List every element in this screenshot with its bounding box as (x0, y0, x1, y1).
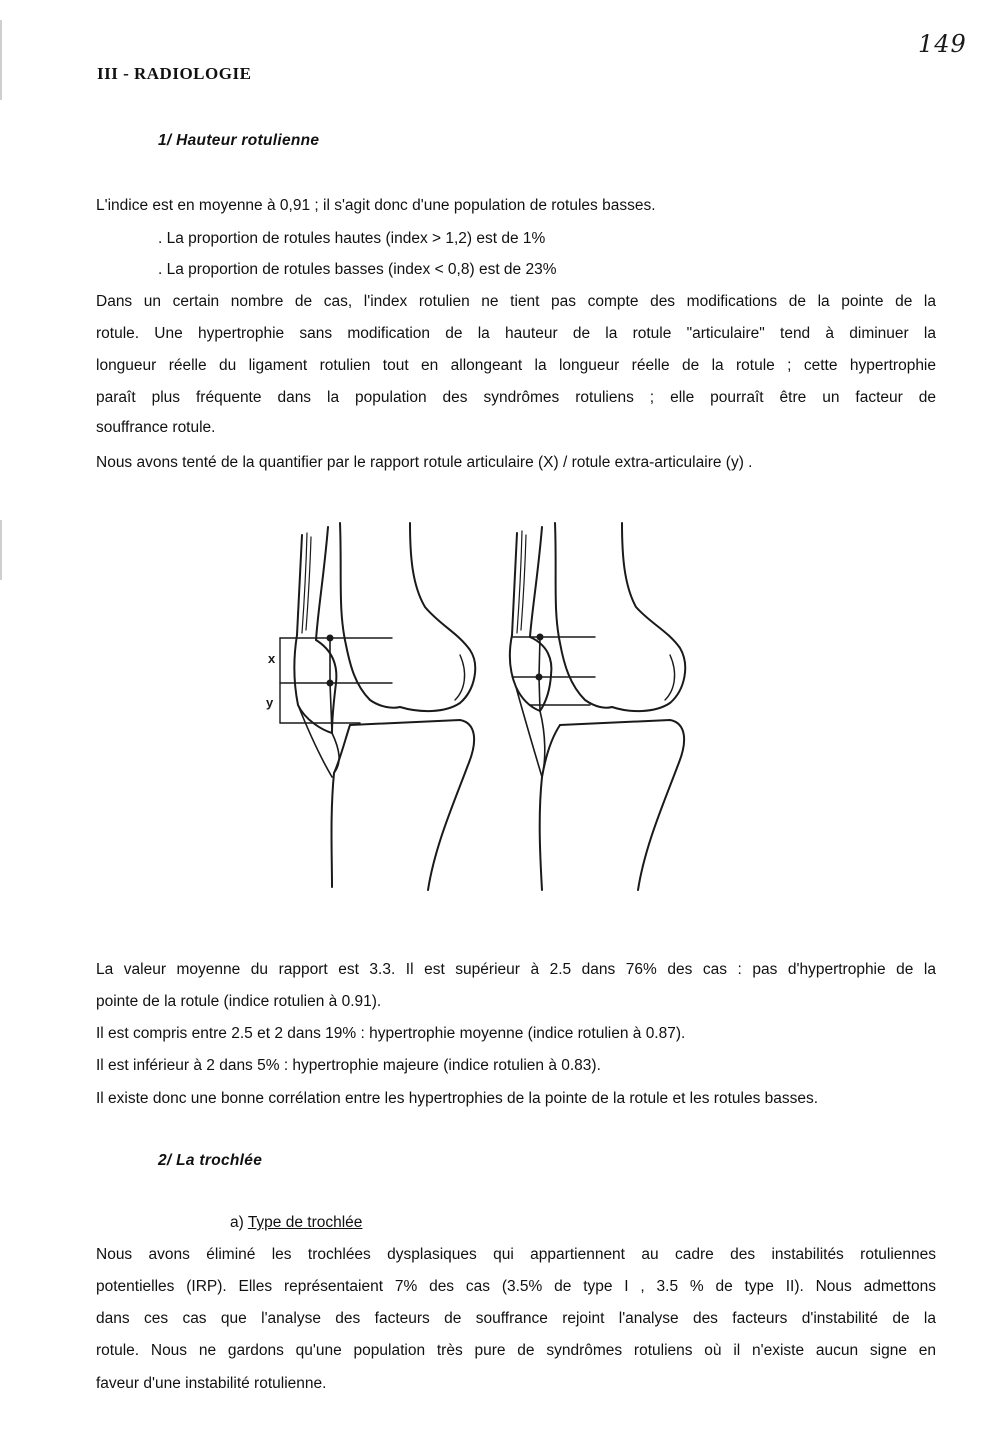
paragraph-line: rotule. Une hypertrophie sans modification de la hauteur de la rotule "articulaire" tend à diminuer la (96, 325, 936, 342)
bullet-low-patella: . La proportion de rotules basses (index < 0,8) est de 23% (158, 261, 557, 278)
ratio-sentence: Nous avons tenté de la quantifier par le rapport rotule articulaire (X) / rotule extra-articulaire (y) . (96, 454, 753, 471)
paragraph-line: potentielles (IRP). Elles représentaient 7% des cas (3.5% de type I , 3.5 % de type II). Nous admettons (96, 1278, 936, 1295)
knee-diagram-left (280, 523, 475, 890)
tendon-line (297, 535, 302, 635)
tendon-line (302, 533, 307, 633)
paragraph-line: dans ces cas que l'analyse des facteurs de souffrance rejoint l'analyse des facteurs d'instabilité de la (96, 1310, 936, 1327)
label-x: x (268, 651, 276, 666)
results-line: La valeur moyenne du rapport est 3.3. Il est supérieur à 2.5 dans 76% des cas : pas d'hypertrophie de la (96, 961, 936, 978)
paragraph-line: Nous avons éliminé les trochlées dysplasiques qui appartiennent au cadre des instabilités rotuliennes (96, 1246, 936, 1263)
scan-edge-mark (0, 20, 2, 100)
results-line: pointe de la rotule (indice rotulien à 0.91). (96, 993, 382, 1010)
knee-diagram-right (510, 523, 685, 890)
results-line: Il est inférieur à 2 dans 5% : hypertrophie majeure (indice rotulien à 0.83). (96, 1057, 601, 1074)
paragraph-line: Dans un certain nombre de cas, l'index rotulien ne tient pas compte des modifications de la pointe de la (96, 293, 936, 310)
bullet-high-patella: . La proportion de rotules hautes (index > 1,2) est de 1% (158, 230, 546, 247)
paragraph-line: rotule. Nous ne gardons qu'une population très pure de syndrômes rotuliens où il n'existe aucun signe en (96, 1342, 936, 1359)
label-y: y (266, 695, 274, 710)
patellar-ligament (540, 711, 545, 777)
tibia-outline (560, 720, 684, 890)
subsection-title: Type de trochlée (247, 1214, 363, 1231)
condyle-inner (455, 655, 465, 700)
tendon-line (512, 533, 517, 635)
knee-diagram-figure (250, 515, 700, 900)
tendon-line (316, 527, 328, 640)
patella-outline (316, 640, 336, 733)
paragraph-line: longueur réelle du ligament rotulien tout en allongeant la longueur réelle de la rotule ; cette hypertrophie (96, 357, 936, 374)
patellar-ligament (516, 687, 542, 777)
scan-edge-mark (0, 520, 2, 580)
paragraph-line: paraît plus fréquente dans la population des syndrômes rotuliens ; elle pourraît être un facteur de (96, 389, 936, 406)
section-1-title: 1/ Hauteur rotulienne (158, 132, 320, 149)
patella-outline (510, 635, 540, 711)
femur-shaft (340, 523, 400, 708)
patellar-ligament (298, 705, 332, 777)
page-number: 149 (918, 30, 967, 58)
section-2-title: 2/ La trochlée (158, 1152, 263, 1169)
chapter-heading: III - RADIOLOGIE (97, 64, 252, 83)
results-conclusion: Il existe donc une bonne corrélation entre les hypertrophies de la pointe de la rotule et les rotules basses. (96, 1090, 819, 1107)
tibia-anterior (540, 777, 542, 890)
tendon-line (530, 527, 542, 637)
results-line: Il est compris entre 2.5 et 2 dans 19% : hypertrophie moyenne (indice rotulien à 0.87). (96, 1025, 686, 1042)
tibia-anterior (332, 773, 335, 887)
tendon-line (517, 531, 522, 633)
tibia-outline (350, 720, 474, 890)
femur-shaft (555, 523, 612, 708)
paragraph-line: faveur d'une instabilité rotulienne. (96, 1375, 327, 1392)
subsection-heading (230, 1213, 362, 1233)
condyle-inner (665, 655, 675, 700)
subsection-prefix: a) (230, 1214, 248, 1231)
tibia-outline (334, 725, 350, 773)
section-1-intro: L'indice est en moyenne à 0,91 ; il s'agit donc d'une population de rotules basses. (96, 197, 656, 214)
paragraph-line: souffrance rotule. (96, 419, 216, 436)
